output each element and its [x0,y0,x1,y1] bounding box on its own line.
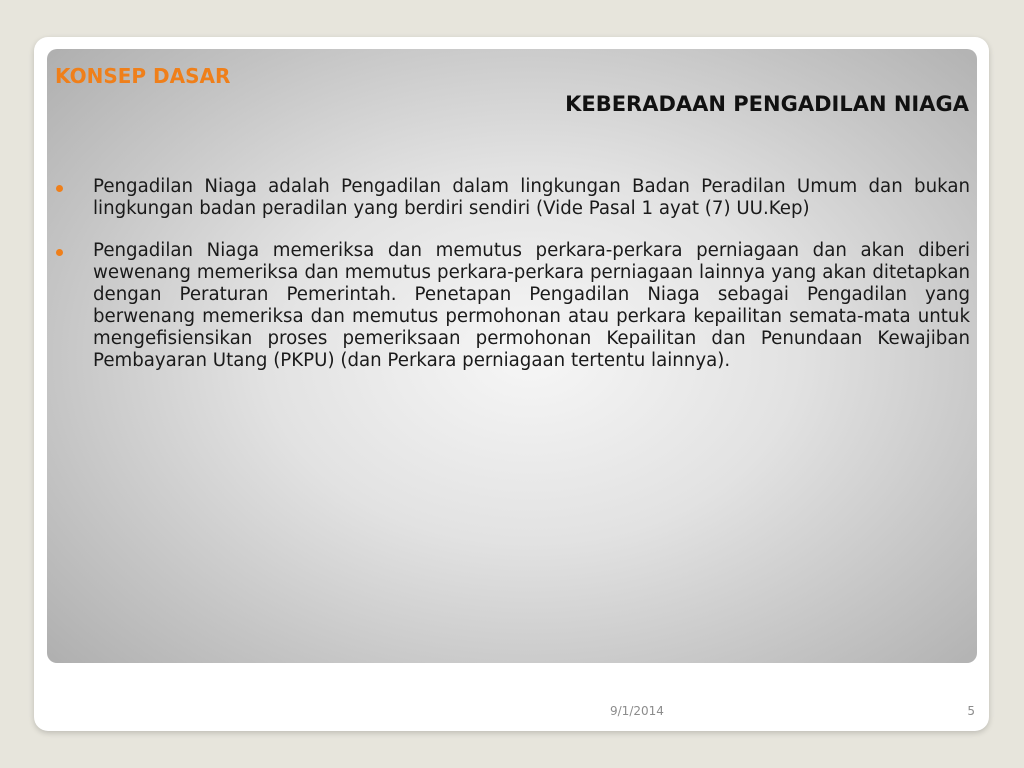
bullet-text: Pengadilan Niaga memeriksa dan memutus perkara-perkara perniagaan dan akan diberi wewenang memeriksa dan memutus perkara-perkara perniagaan lainnya yang akan ditetapkan dengan Peraturan Pemerintah. Penetapan Pengadilan Niaga sebagai Pengadilan yang berwenang memeriksa dan memutus permohonan atau perkara kepailitan semata-mata untuk mengefisiensikan proses pemeriksaan permohonan Kepailitan dan Penundaan Kewajiban Pembayaran Utang (PKPU) (dan Perkara perniagaan tertentu lainnya). [93,240,970,371]
page-number: 5 [967,704,975,718]
slide-title: KEBERADAAN PENGADILAN NIAGA [565,92,969,116]
content-panel [47,49,977,663]
bullet-text: Pengadilan Niaga adalah Pengadilan dalam lingkungan Badan Peradilan Umum dan bukan lingkungan badan peradilan yang berdiri sendiri (Vide Pasal 1 ayat (7) UU.Kep) [93,176,970,219]
section-label: KONSEP DASAR [55,64,231,88]
bullet-dot-icon [56,249,63,256]
bullet-list [56,176,970,392]
footer-date: 9/1/2014 [610,704,664,718]
bullet-item [56,176,970,220]
bullet-item [56,240,970,372]
bullet-dot-icon [56,185,63,192]
slide-frame [34,37,989,731]
